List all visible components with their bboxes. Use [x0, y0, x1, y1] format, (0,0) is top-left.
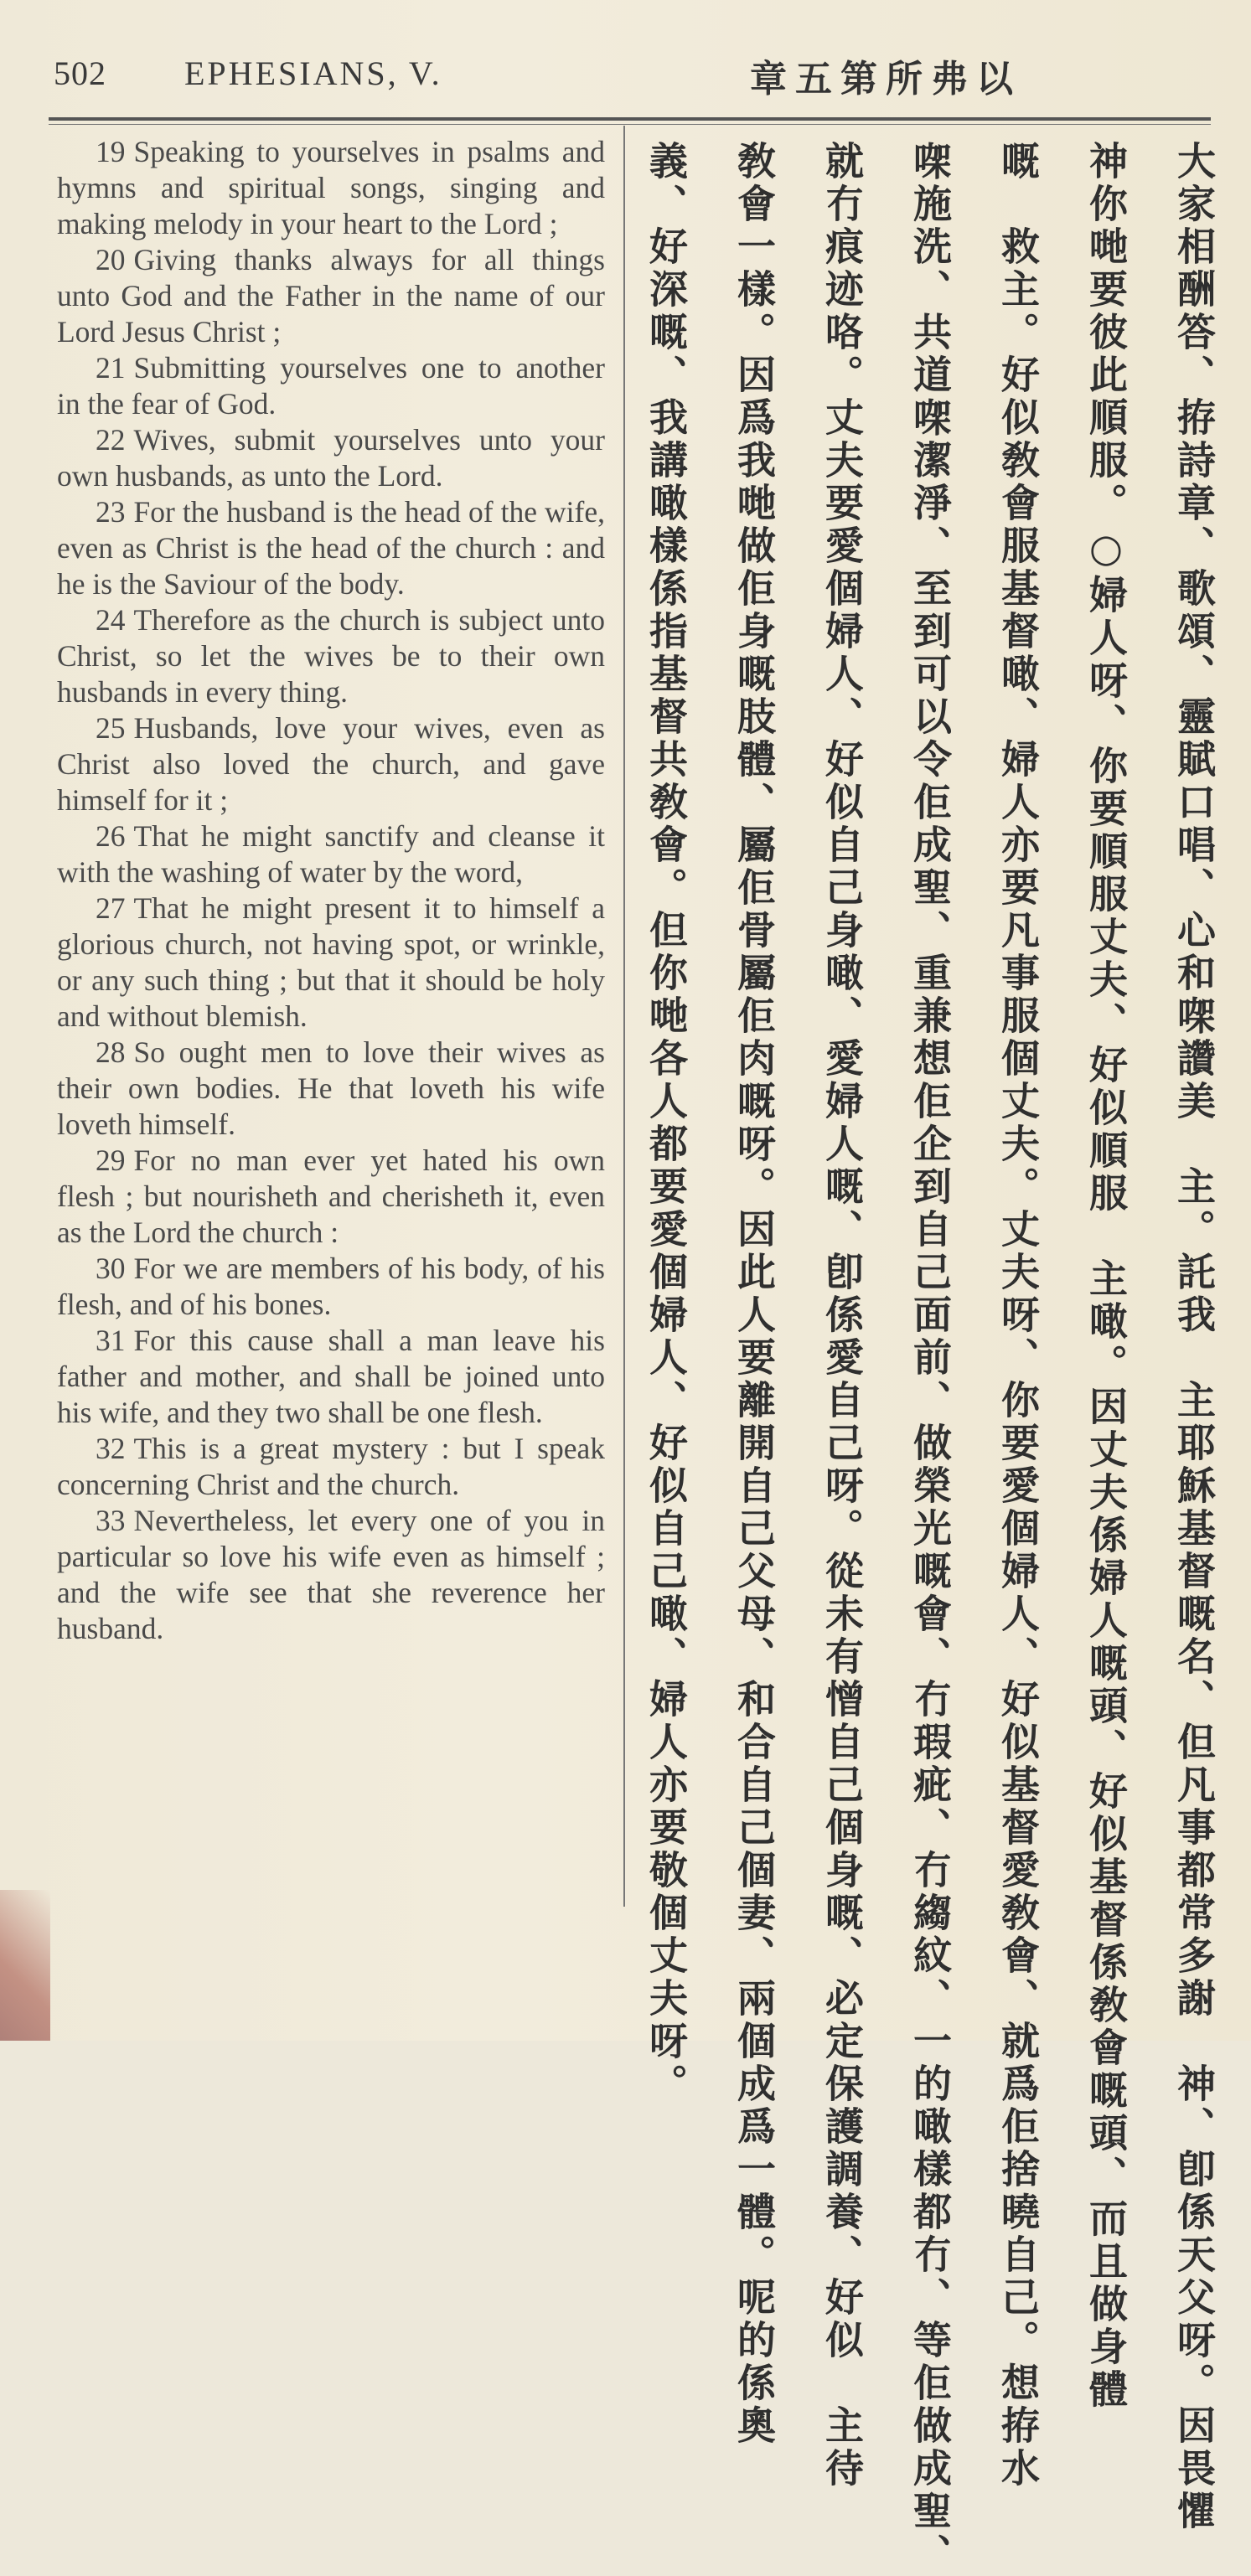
verse-text: For no man ever yet hated his own flesh ; but nourisheth and cherisheth it, even as the Lord the church :: [57, 1143, 605, 1249]
verse-23: [57, 494, 605, 602]
verse-number: 27: [96, 891, 126, 925]
chinese-line: 嘅 救主。好似敎會服基督噉、婦人亦要凡事服個丈夫。丈夫呀、你要愛個婦人、好似基督愛敎會、就爲佢捨曉自己。想拵水: [995, 141, 1041, 2491]
verse-30: [57, 1251, 605, 1323]
english-column: [57, 134, 605, 1647]
running-title: EPHESIANS, V.: [184, 54, 442, 92]
chinese-line: 大家相酬答、拵詩章、歌頌、靈賦口唱、心和㗎讚美 主。託我 主耶穌基督嘅名、但凡事都常多謝 神、卽係天父呀。因畏懼: [1171, 141, 1217, 2533]
verse-19: [57, 134, 605, 242]
verse-number: 29: [96, 1143, 126, 1177]
chinese-heading: 章五第所弗以: [750, 58, 1021, 101]
verse-text: Husbands, love your wives, even as Christ also loved the church, and gave himself for it ;: [57, 711, 605, 817]
column-divider: [623, 126, 625, 1907]
chinese-column: [641, 141, 1219, 2576]
verse-text: Speaking to yourselves in psalms and hymns and spiritual songs, singing and making melody in your heart to the Lord ;: [57, 135, 605, 240]
chinese-line: 㗎施洗、共道㗎潔淨、至到可以令佢成聖、重兼想佢企到自己面前、做榮光嘅會、冇瑕疵、冇縐紋、一的噉樣都冇、等佢做成聖、: [907, 141, 953, 2576]
verse-number: 22: [96, 423, 126, 457]
verse-text: Therefore as the church is subject unto Christ, so let the wives be to their own husbands in every thing.: [57, 603, 605, 709]
verse-number: 24: [96, 603, 126, 637]
verse-26: [57, 818, 605, 891]
verse-text: Submitting yourselves one to another in the fear of God.: [57, 351, 605, 421]
verse-text: Wives, submit yourselves unto your own husbands, as unto the Lord.: [57, 423, 605, 493]
verse-20: [57, 242, 605, 350]
verse-33: [57, 1503, 605, 1647]
chinese-line: 神你哋要彼此順服。○婦人呀、你要順服丈夫、好似順服 主噉。因丈夫係婦人嘅頭、好似基督係敎會嘅頭、而且做身體: [1083, 141, 1129, 2412]
verse-31: [57, 1323, 605, 1431]
chinese-line: 義、好深嘅、我講噉樣係指基督共敎會。但你哋各人都要愛個婦人、好似自己噉、婦人亦要敬個丈夫呀。: [644, 141, 689, 2106]
header-rule: [49, 117, 1211, 121]
verse-text: For this cause shall a man leave his father and mother, and shall be joined unto his wife, and they two shall be one flesh.: [57, 1324, 605, 1429]
verse-28: [57, 1035, 605, 1143]
verse-32: [57, 1431, 605, 1503]
verse-text: For the husband is the head of the wife, even as Christ is the head of the church : and he is the Saviour of the body.: [57, 495, 605, 601]
page-edge: [0, 1890, 50, 2041]
verse-text: So ought men to love their wives as their own bodies. He that loveth his wife loveth himself.: [57, 1035, 605, 1141]
verse-text: That he might sanctify and cleanse it with the washing of water by the word,: [57, 819, 605, 889]
verse-25: [57, 710, 605, 818]
verse-number: 23: [96, 495, 126, 529]
verse-number: 21: [96, 351, 126, 385]
verse-21: [57, 350, 605, 422]
verse-number: 28: [96, 1035, 126, 1069]
verse-27: [57, 891, 605, 1035]
verse-text: This is a great mystery : but I speak concerning Christ and the church.: [57, 1432, 605, 1501]
verse-number: 31: [96, 1324, 126, 1357]
verse-number: 25: [96, 711, 126, 745]
verse-text: For we are members of his body, of his flesh, and of his bones.: [57, 1252, 605, 1321]
verse-text: Nevertheless, let every one of you in particular so love his wife even as himself ; and the wife see that she reverence her husband.: [57, 1504, 605, 1645]
verse-number: 19: [96, 135, 126, 168]
header-rule-thin: [49, 124, 1211, 125]
verse-22: [57, 422, 605, 494]
verse-number: 26: [96, 819, 126, 853]
page-number: 502: [54, 54, 106, 92]
verse-24: [57, 602, 605, 710]
verse-number: 33: [96, 1504, 126, 1537]
chinese-line: 敎會一樣。因爲我哋做佢身嘅肢體、屬佢骨屬佢肉嘅呀。因此人要離開自己父母、和合自己個妻、兩個成爲一體。呢的係奧: [731, 141, 777, 2448]
verse-number: 30: [96, 1252, 126, 1285]
chinese-line: 就冇痕迹咯。丈夫要愛個婦人、好似自己身噉、愛婦人嘅、卽係愛自己呀。從未有憎自己個身嘅、必定保護調養、好似 主待: [819, 141, 865, 2491]
verse-text: Giving thanks always for all things unto God and the Father in the name of our Lord Jesus Christ ;: [57, 243, 605, 348]
verse-29: [57, 1143, 605, 1251]
verse-number: 32: [96, 1432, 126, 1465]
verse-text: That he might present it to himself a glorious church, not having spot, or wrinkle, or any such thing ; but that it should be holy and without blemish.: [57, 891, 605, 1033]
verse-number: 20: [96, 243, 126, 276]
